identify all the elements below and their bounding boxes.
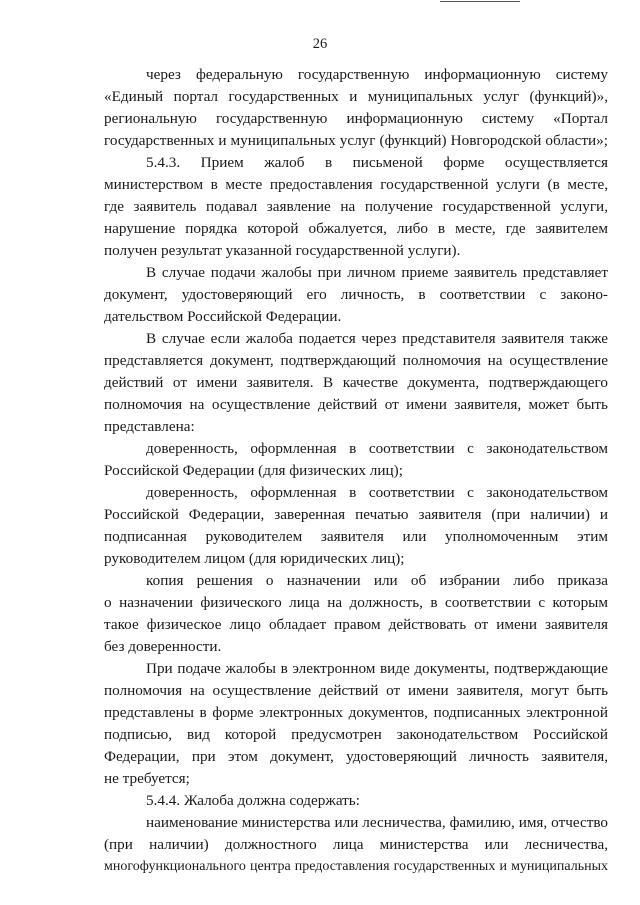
text-line: полномочия на осуществление действий от имени заявителя, может быть — [104, 396, 608, 413]
text-line: не требуется; — [104, 770, 190, 787]
text-line: «Единый портал государственных и муниципальных услуг (функций)», — [104, 88, 608, 105]
text-line: В случае если жалоба подается через представителя заявителя также — [146, 330, 608, 347]
text-line: подписанная руководителем заявителя или уполномоченным этим — [104, 528, 608, 545]
text-line: При подаче жалобы в электронном виде документы, подтверждающие — [146, 660, 608, 677]
text-line: наименование министерства или лесничества, фамилию, имя, отчество — [146, 814, 608, 831]
text-line: где заявитель подавал заявление на получение государственной услуги, — [104, 198, 608, 215]
text-line: министерством в месте предоставления государственной услуги (в месте, — [104, 176, 608, 193]
text-line: получен результат указанной государственной услуги). — [104, 242, 461, 259]
text-line: региональную государственную информационную систему «Портал — [104, 110, 608, 127]
text-line: (при наличии) должностного лица министерства или лесничества, — [104, 836, 608, 853]
text-line: представлены в форме электронных документов, подписанных электронной — [104, 704, 608, 721]
top-edge-line — [440, 1, 520, 2]
text-line: Российской Федерации, заверенная печатью заявителя (при наличии) и — [104, 506, 608, 523]
text-line: полномочия на осуществление действий от имени заявителя, могут быть — [104, 682, 608, 699]
text-line: доверенность, оформленная в соответствии с законодательством — [146, 484, 608, 501]
text-line: дательством Российской Федерации. — [104, 308, 342, 325]
text-line: такое физическое лицо обладает правом действовать от имени заявителя — [104, 616, 608, 633]
text-line: через федеральную государственную информационную систему — [146, 66, 608, 83]
text-line: Федерации, при этом документ, удостоверяющий личность заявителя, — [104, 748, 608, 765]
text-line: В случае подачи жалобы при личном приеме заявитель представляет — [146, 264, 608, 281]
page-number: 26 — [312, 36, 328, 52]
text-line: документ, удостоверяющий его личность, в соответствии с законо- — [104, 286, 608, 303]
text-line: доверенность, оформленная в соответствии с законодательством — [146, 440, 608, 457]
text-line: копия решения о назначении или об избрании либо приказа — [146, 572, 608, 589]
text-line: без доверенности. — [104, 638, 222, 655]
text-line: о назначении физического лица на должность, в соответствии с которым — [104, 594, 608, 611]
text-line: действий от имени заявителя. В качестве документа, подтверждающего — [104, 374, 608, 391]
text-line: государственных и муниципальных услуг (функций) Новгородской области»; — [104, 132, 608, 149]
text-line: многофункционального центра предоставления государственных и муниципальных — [104, 859, 608, 874]
text-line: подписью, вид которой предусмотрен законодательством Российской — [104, 726, 608, 743]
text-line: 5.4.4. Жалоба должна содержать: — [146, 792, 360, 809]
text-line: представлена: — [104, 418, 195, 435]
text-line: нарушение порядка которой обжалуется, либо в месте, где заявителем — [104, 220, 608, 237]
text-line: руководителем лицом (для юридических лиц); — [104, 550, 405, 567]
text-line: представляется документ, подтверждающий полномочия на осуществление — [104, 352, 608, 369]
text-line: Российской Федерации (для физических лиц); — [104, 462, 403, 479]
text-line: 5.4.3. Прием жалоб в письменой форме осуществляется — [146, 154, 608, 171]
